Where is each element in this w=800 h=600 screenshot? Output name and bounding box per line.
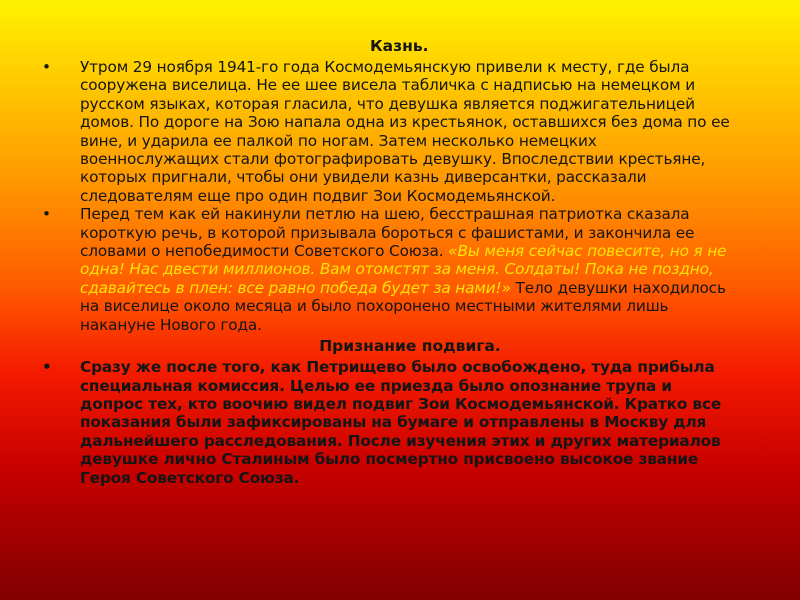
bullet-icon: • — [42, 205, 51, 224]
content-list — [40, 58, 740, 334]
list-item — [40, 58, 740, 205]
paragraph-speech-intro: Перед тем как ей накинули петлю на шею, бесстрашная патриотка сказала короткую речь, в которой призывала бороться с фашистами, и закончила ее словами о непобедимости Советского Союза. — [80, 205, 695, 261]
paragraph-speech-end: Тело девушки находилось на виселице около месяца и было похоронено местными жителями лишь накануне Нового года. — [80, 278, 726, 334]
paragraph-execution-morning: Утром 29 ноября 1941-го года Космодемьянскую привели к месту, где была сооружена виселица. Не ее шее висела табличка с надписью на немецком и русском языках, которая гласила, что девушка является поджигательницей домов. По дороге на Зою напала одна из крестьянок, оставшихся без дома по ее вине, и ударила ее палкой по ногам. Затем несколько немецких военнослужащих стали фотографировать девушку. Впоследствии крестьяне, которых пригнали, чтобы они увидели казнь диверсантки, рассказали следователям еще про один подвиг Зои Космодемьянской. — [80, 58, 730, 205]
list-item — [40, 358, 740, 487]
content-list-2 — [40, 358, 740, 487]
paragraph-commission: Сразу же после того, как Петрищево было освобождено, туда прибыла специальная комиссия. Целью ее приезда было опознание трупа и допрос тех, кто воочию видел подвиг Зои Космодемьянской. Кратко все показания были зафиксированы на бумаге и отправлены в Москву для дальнейшего расследования. После изучения этих и других материалов девушке лично Сталиным было посмертно присвоено высокое звание Героя Советского Союза. — [80, 358, 722, 487]
list-item — [40, 205, 740, 334]
heading-recognition: Признание подвига. — [319, 337, 501, 356]
speech-quote: «Вы меня сейчас повесите, но я не одна! Нас двести миллионов. Вам отомстят за меня. Солдаты! Пока не поздно, сдавайтесь в плен: все равно победа будет за нами!» — [80, 242, 727, 297]
bullet-icon: • — [42, 58, 51, 76]
heading-execution: Казнь. — [370, 37, 429, 55]
bullet-icon: • — [42, 358, 52, 377]
